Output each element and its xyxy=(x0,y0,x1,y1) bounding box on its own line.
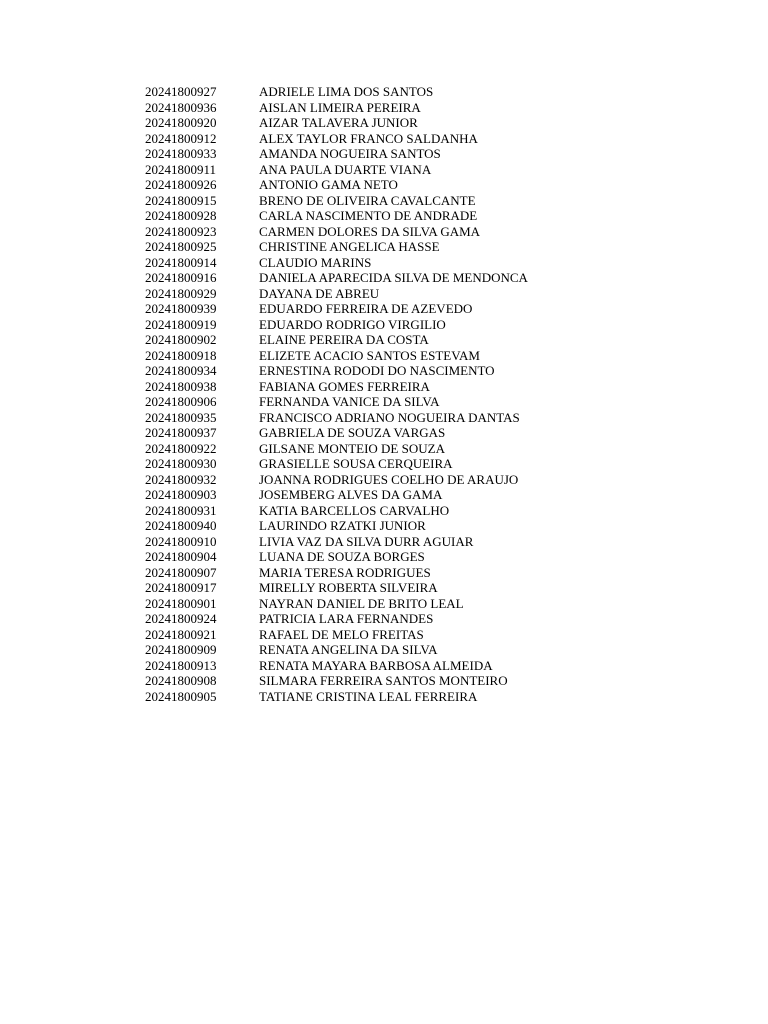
list-item xyxy=(145,518,528,534)
list-item xyxy=(145,658,528,674)
registration-number: 20241800906 xyxy=(145,394,217,409)
registration-number: 20241800901 xyxy=(145,595,217,611)
list-item xyxy=(145,642,528,658)
list-item xyxy=(145,472,528,488)
person-name: RENATA ANGELINA DA SILVA xyxy=(259,642,438,657)
list-item xyxy=(145,208,528,224)
registration-number: 20241800921 xyxy=(145,626,217,642)
person-name: MIRELLY ROBERTA SILVEIRA xyxy=(259,580,438,595)
list-item xyxy=(145,441,528,457)
list-item xyxy=(145,162,528,178)
registration-number: 20241800903 xyxy=(145,487,217,502)
registration-number: 20241800911 xyxy=(145,161,217,177)
registration-number: 20241800915 xyxy=(145,192,217,208)
person-name: CARMEN DOLORES DA SILVA GAMA xyxy=(259,223,481,239)
person-name: GRASIELLE SOUSA CERQUEIRA xyxy=(259,456,453,471)
list-item xyxy=(145,689,528,705)
list-item xyxy=(145,611,528,627)
registration-number: 20241800913 xyxy=(145,657,217,673)
registration-number: 20241800935 xyxy=(145,409,217,425)
person-name: LUANA DE SOUZA BORGES xyxy=(259,549,425,564)
list-item xyxy=(145,425,528,441)
list-item xyxy=(145,456,528,472)
list-item xyxy=(145,301,528,317)
person-name: ELAINE PEREIRA DA COSTA xyxy=(259,332,429,347)
registration-number: 20241800925 xyxy=(145,239,217,254)
person-name: RAFAEL DE MELO FREITAS xyxy=(259,626,424,642)
list-item xyxy=(145,487,528,503)
registration-number: 20241800926 xyxy=(145,177,217,192)
list-item xyxy=(145,379,528,395)
person-name: JOSEMBERG ALVES DA GAMA xyxy=(259,487,443,502)
person-name: DANIELA APARECIDA SILVA DE MENDONCA xyxy=(259,270,528,285)
list-item xyxy=(145,565,528,581)
registration-number: 20241800919 xyxy=(145,316,217,332)
person-name: NAYRAN DANIEL DE BRITO LEAL xyxy=(259,595,464,611)
person-name: DAYANA DE ABREU xyxy=(259,285,380,301)
list-item xyxy=(145,177,528,193)
registration-number: 20241800917 xyxy=(145,580,217,595)
list-item xyxy=(145,115,528,131)
registration-number: 20241800936 xyxy=(145,99,217,115)
registration-number: 20241800904 xyxy=(145,549,217,564)
list-item xyxy=(145,286,528,302)
registration-number: 20241800923 xyxy=(145,223,217,239)
registration-number: 20241800918 xyxy=(145,347,217,363)
list-item xyxy=(145,100,528,116)
person-name: EDUARDO FERREIRA DE AZEVEDO xyxy=(259,301,473,316)
person-name: TATIANE CRISTINA LEAL FERREIRA xyxy=(259,688,478,704)
person-name: FABIANA GOMES FERREIRA xyxy=(259,378,430,394)
person-name: PATRICIA LARA FERNANDES xyxy=(259,611,434,626)
list-item xyxy=(145,673,528,689)
list-item xyxy=(145,146,528,162)
list-item xyxy=(145,363,528,379)
person-name: RENATA MAYARA BARBOSA ALMEIDA xyxy=(259,657,493,673)
list-item xyxy=(145,410,528,426)
person-name: FERNANDA VANICE DA SILVA xyxy=(259,394,440,409)
person-name: ERNESTINA RODODI DO NASCIMENTO xyxy=(259,363,495,378)
person-name: BRENO DE OLIVEIRA CAVALCANTE xyxy=(259,192,476,208)
registration-number: 20241800938 xyxy=(145,378,217,394)
list-item xyxy=(145,239,528,255)
list-item xyxy=(145,131,528,147)
registration-number: 20241800933 xyxy=(145,146,217,161)
registration-number: 20241800937 xyxy=(145,425,217,440)
person-name: ANA PAULA DUARTE VIANA xyxy=(259,161,432,177)
list-item xyxy=(145,255,528,271)
registration-number: 20241800927 xyxy=(145,84,217,99)
registration-number: 20241800939 xyxy=(145,301,217,316)
person-name: CHRISTINE ANGELICA HASSE xyxy=(259,239,440,254)
person-name: SILMARA FERREIRA SANTOS MONTEIRO xyxy=(259,673,508,688)
person-name: ALEX TAYLOR FRANCO SALDANHA xyxy=(259,130,478,146)
registration-number: 20241800934 xyxy=(145,363,217,378)
person-name: ADRIELE LIMA DOS SANTOS xyxy=(259,84,434,99)
list-item xyxy=(145,348,528,364)
registration-number: 20241800928 xyxy=(145,208,217,223)
person-name: FRANCISCO ADRIANO NOGUEIRA DANTAS xyxy=(259,409,520,425)
person-name: GILSANE MONTEIO DE SOUZA xyxy=(259,440,445,456)
registration-number: 20241800914 xyxy=(145,254,217,270)
registration-number: 20241800902 xyxy=(145,332,217,347)
person-name: JOANNA RODRIGUES COELHO DE ARAUJO xyxy=(259,471,519,487)
person-name: LIVIA VAZ DA SILVA DURR AGUIAR xyxy=(259,533,474,549)
registration-number: 20241800931 xyxy=(145,502,217,518)
person-name: ELIZETE ACACIO SANTOS ESTEVAM xyxy=(259,347,480,363)
registration-number: 20241800922 xyxy=(145,440,217,456)
list-item xyxy=(145,394,528,410)
registration-number: 20241800929 xyxy=(145,285,217,301)
list-item xyxy=(145,503,528,519)
name-list xyxy=(145,84,528,704)
person-name: CLAUDIO MARINS xyxy=(259,254,372,270)
list-item xyxy=(145,332,528,348)
person-name: KATIA BARCELLOS CARVALHO xyxy=(259,502,450,518)
list-item xyxy=(145,534,528,550)
registration-number: 20241800940 xyxy=(145,518,217,533)
list-item xyxy=(145,549,528,565)
list-item xyxy=(145,84,528,100)
person-name: MARIA TERESA RODRIGUES xyxy=(259,564,431,580)
registration-number: 20241800907 xyxy=(145,564,217,580)
registration-number: 20241800930 xyxy=(145,456,217,471)
person-name: ANTONIO GAMA NETO xyxy=(259,177,398,192)
registration-number: 20241800932 xyxy=(145,471,217,487)
person-name: AISLAN LIMEIRA PEREIRA xyxy=(259,99,421,115)
registration-number: 20241800920 xyxy=(145,115,217,130)
list-item xyxy=(145,270,528,286)
registration-number: 20241800912 xyxy=(145,130,217,146)
registration-number: 20241800909 xyxy=(145,642,217,657)
registration-number: 20241800910 xyxy=(145,533,217,549)
person-name: LAURINDO RZATKI JUNIOR xyxy=(259,518,426,533)
list-item xyxy=(145,317,528,333)
registration-number: 20241800905 xyxy=(145,688,217,704)
list-item xyxy=(145,627,528,643)
registration-number: 20241800924 xyxy=(145,611,217,626)
list-item xyxy=(145,596,528,612)
person-name: AIZAR TALAVERA JUNIOR xyxy=(259,115,418,130)
registration-number: 20241800916 xyxy=(145,270,217,285)
person-name: AMANDA NOGUEIRA SANTOS xyxy=(259,146,441,161)
list-item xyxy=(145,580,528,596)
registration-number: 20241800908 xyxy=(145,673,217,688)
list-item xyxy=(145,224,528,240)
person-name: GABRIELA DE SOUZA VARGAS xyxy=(259,425,446,440)
list-item xyxy=(145,193,528,209)
person-name: EDUARDO RODRIGO VIRGILIO xyxy=(259,316,446,332)
person-name: CARLA NASCIMENTO DE ANDRADE xyxy=(259,208,478,223)
